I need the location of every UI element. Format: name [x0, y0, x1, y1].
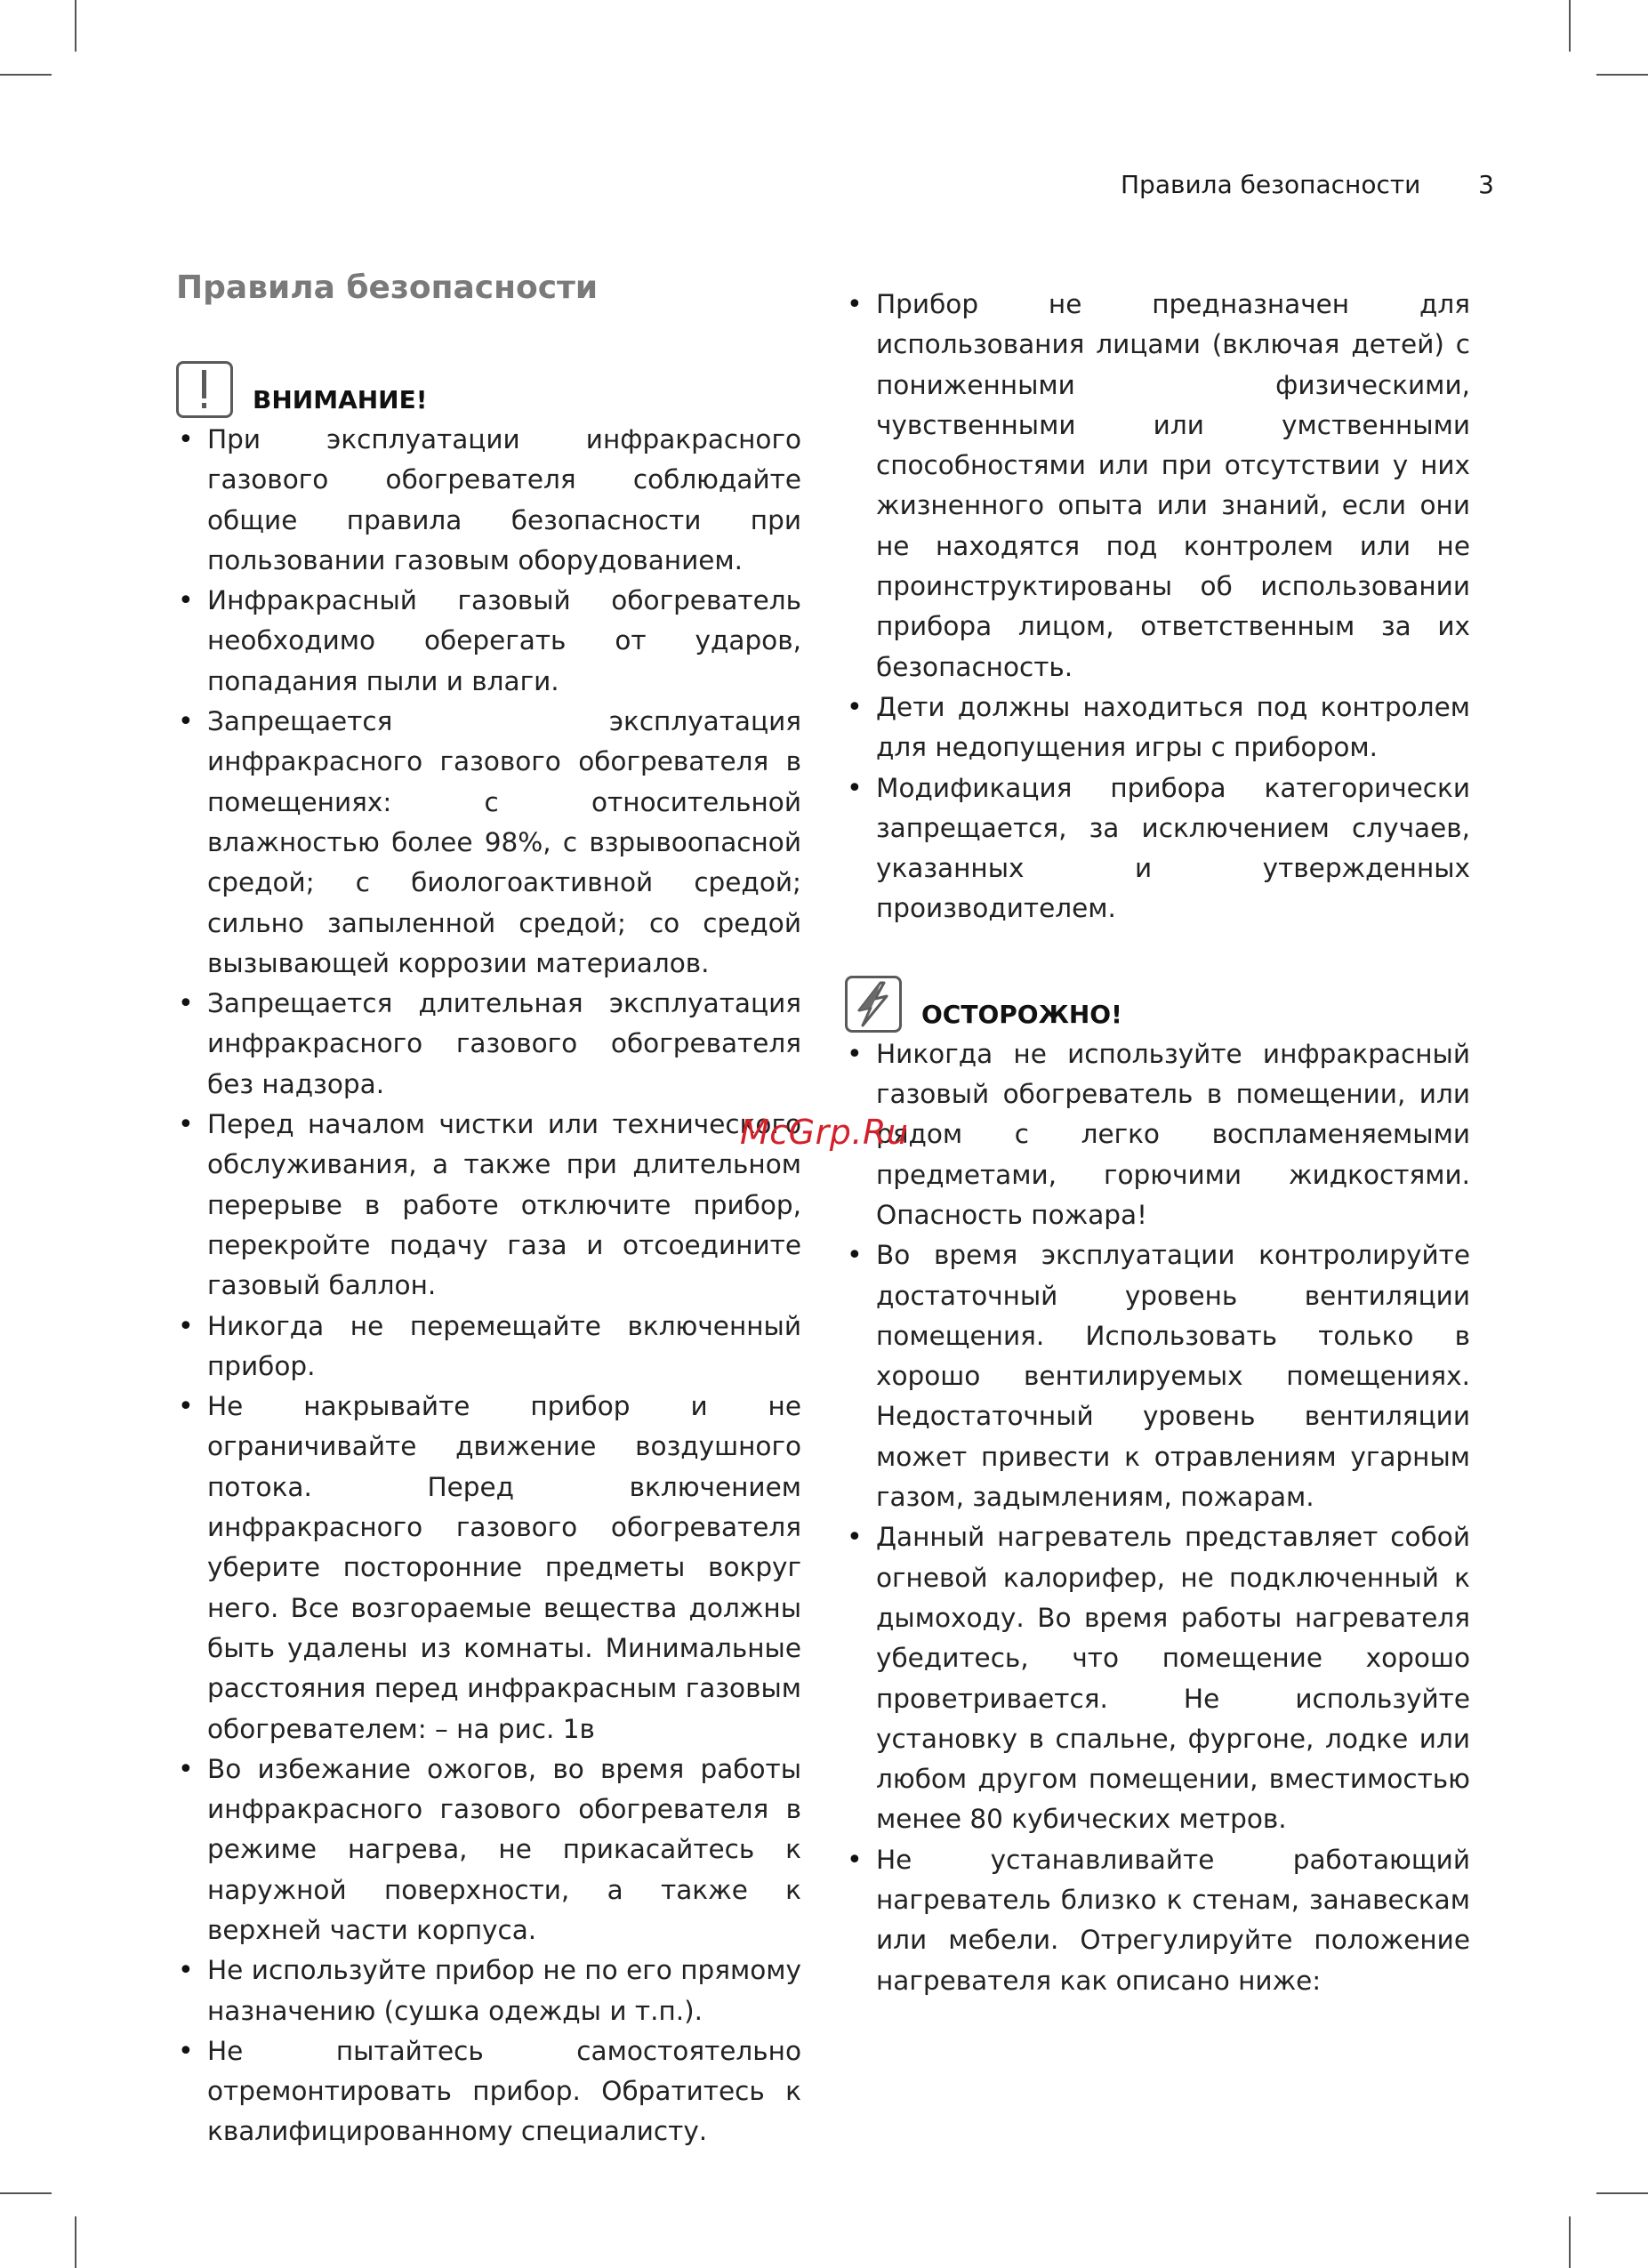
caution-label: ОСТОРОЖНО!	[921, 999, 1122, 1029]
crop-mark	[0, 2192, 52, 2194]
crop-mark	[0, 74, 52, 76]
running-header	[1121, 170, 1494, 199]
crop-mark	[75, 0, 76, 52]
list-item: • Не пытайтесь самостоятельно отремонтировать прибор. Обратитесь к квалифицированному специалисту.	[176, 2031, 801, 2152]
list-item: • Перед началом чистки или технического обслуживания, а также при длительном перерыве в работе отключите прибор, перекройте подачу газа и отсоедините газовый баллон.	[176, 1105, 801, 1306]
list-item: • Модификация прибора категорически запрещается, за исключением случаев, указанных и утвержденных производителем.	[845, 768, 1470, 929]
warning-list	[176, 420, 801, 2152]
list-item: • Запрещается эксплуатация инфракрасного газового обогревателя в помещениях: с относительной влажностью более 98%, с взрывоопасной средой; с биологоактивной средой; сильно запыленной средой; со средой вызывающей коррозии материалов.	[176, 702, 801, 984]
crop-mark	[1569, 2216, 1571, 2268]
list-item: • Данный нагреватель представляет собой огневой калорифер, не подключенный к дымоходу. Во время работы нагревателя убедитесь, что помещение хорошо проветривается. Не используйте установку в спальне, фургоне, лодке или любом другом помещении, вместимостью менее 80 кубических метров.	[845, 1517, 1470, 1839]
caution-notice	[845, 970, 1470, 1033]
list-item: • Не накрывайте прибор и не ограничивайте движение воздушного потока. Перед включением инфракрасного газового обогревателя уберите посторонние предметы вокруг него. Все возгораемые вещества должны быть удалены из комнаты. Минимальные расстояния перед инфракрасным газовым обогревателем: – на рис. 1в	[176, 1387, 801, 1749]
list-item: • Прибор не предназначен для использования лицами (включая детей) с пониженными физическими, чувственными или умственными способностями или при отсутствии у них жизненного опыта или знаний, если они не находятся под контролем или не проинструктированы об использовании прибора лицом, ответственным за их безопасность.	[845, 285, 1470, 688]
crop-mark	[1596, 2192, 1648, 2194]
list-item: • Никогда не перемещайте включенный прибор.	[176, 1307, 801, 1387]
lightning-icon	[845, 976, 902, 1033]
caution-list	[845, 1034, 1470, 2001]
crop-mark	[1569, 0, 1571, 52]
page-title: Правила безопасности	[176, 269, 599, 306]
list-item: • Дети должны находиться под контролем для недопущения игры с прибором.	[845, 688, 1470, 768]
page-number: 3	[1478, 170, 1494, 199]
list-item: • Никогда не используйте инфракрасный газовый обогреватель в помещении, или рядом с легко воспламеняемыми предметами, горючими жидкостями. Опасность пожара!	[845, 1034, 1470, 1235]
left-column	[176, 356, 801, 2152]
list-item: • При эксплуатации инфракрасного газового обогревателя соблюдайте общие правила безопасности при пользовании газовым оборудованием.	[176, 420, 801, 581]
list-item: • Во время эксплуатации контролируйте достаточный уровень вентиляции помещения. Использовать только в хорошо вентилируемых помещениях. Недостаточный уровень вентиляции может привести к отравлениям угарным газом, задымлениям, пожарам.	[845, 1235, 1470, 1517]
watermark: McGrp.Ru	[740, 1113, 909, 1152]
list-item: • Запрещается длительная эксплуатация инфракрасного газового обогревателя без надзора.	[176, 984, 801, 1105]
list-item: • Не используйте прибор не по его прямому назначению (сушка одежды и т.п.).	[176, 1950, 801, 2031]
warning-list-continued	[845, 285, 1470, 929]
crop-mark	[1596, 74, 1648, 76]
list-item: • Инфракрасный газовый обогреватель необходимо оберегать от ударов, попадания пыли и влаги.	[176, 581, 801, 702]
header-section-title: Правила безопасности	[1121, 170, 1421, 199]
exclamation-icon	[176, 361, 233, 418]
list-item: • Во избежание ожогов, во время работы инфракрасного газового обогревателя в режиме нагрева, не прикасайтесь к наружной поверхности, а также к верхней части корпуса.	[176, 1749, 801, 1950]
warning-notice	[176, 356, 801, 418]
crop-mark	[75, 2216, 76, 2268]
warning-label: ВНИМАНИЕ!	[253, 385, 428, 414]
right-column	[845, 285, 1470, 2001]
list-item: • Не устанавливайте работающий нагреватель близко к стенам, занавескам или мебели. Отрегулируйте положение нагревателя как описано ниже:	[845, 1840, 1470, 2001]
